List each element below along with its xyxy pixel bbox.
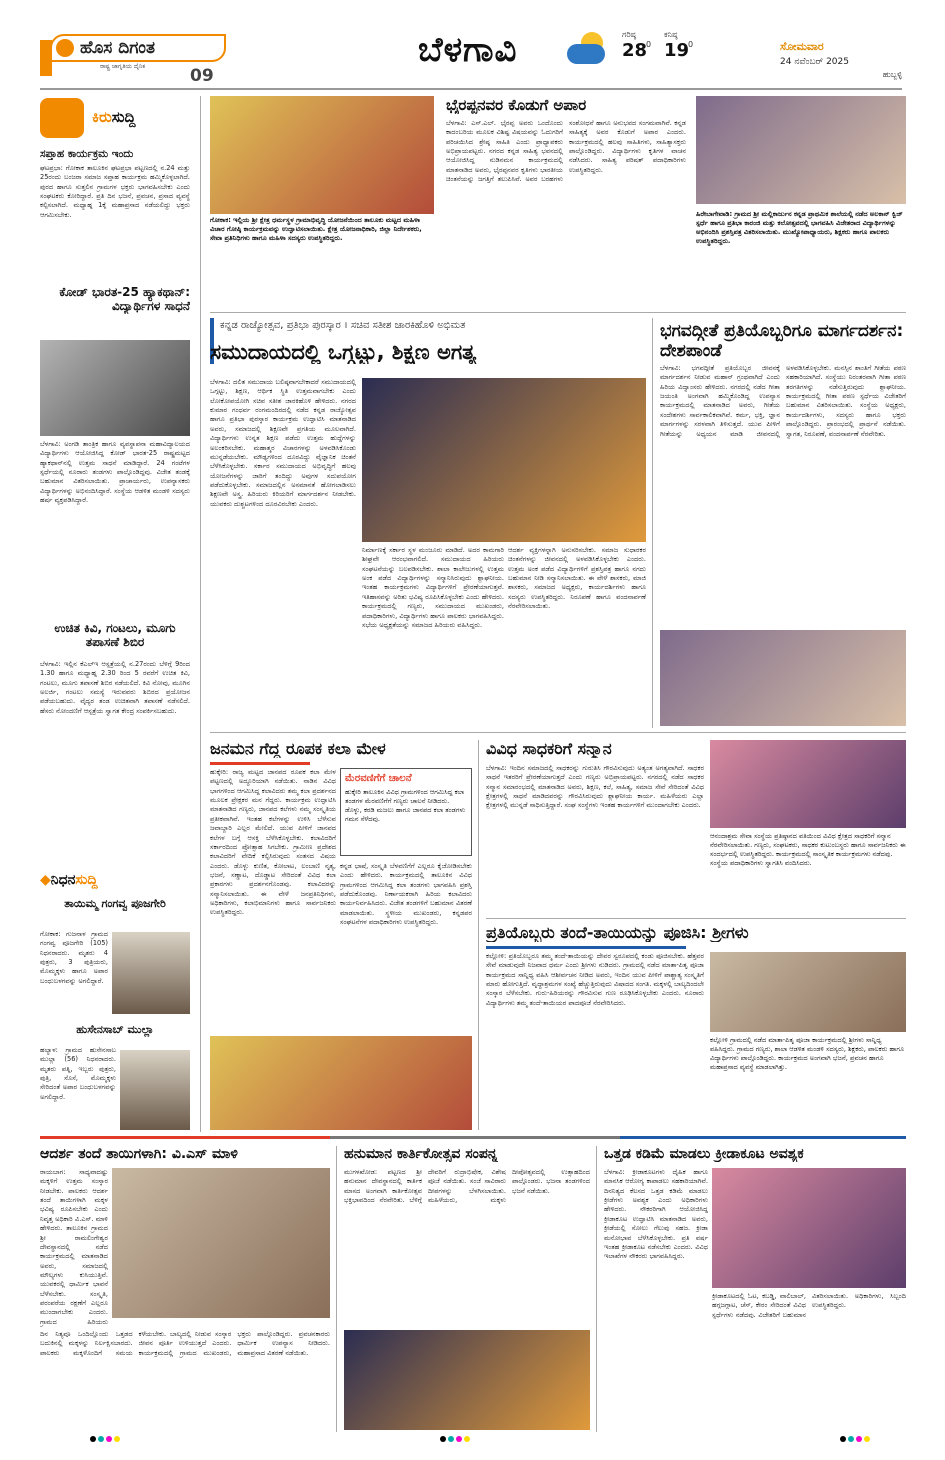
- folk-headline: ಜನಮನ ಗೆದ್ದ ರೂಪಕ ಕಲಾ ಮೇಳ: [210, 740, 386, 758]
- bottom-grey-bar: [330, 1136, 620, 1139]
- folk-body: ಹುಕ್ಕೇರಿ: ರಾಜ್ಯ ಮಟ್ಟದ ಜಾನಪದ ರೂಪಕ ಕಲಾ ಮೇಳ ಪಟ್ಟಣದಲ್ಲಿ ಅದ್ಧೂರಿಯಾಗಿ ನಡೆಯಿತು. ನಾಡಿನ ವಿವಿಧ ಭಾಗಗಳಿಂದ ಆಗಮಿಸಿದ್ದ ಕಲಾವಿದರು ತಮ್ಮ ಕಲಾ ಪ್ರದರ್ಶನದ ಮೂಲಕ ಪ್ರೇಕ್ಷಕರ ಮನ ಗೆದ್ದರು. ಕಾರ್ಯಕ್ರಮ ಉದ್ಘಾಟಿಸಿ ಮಾತನಾಡಿದ ಗಣ್ಯರು, ಜಾನಪದ ಕಲೆಗಳು ನಮ್ಮ ಸಂಸ್ಕೃತಿಯ ಪ್ರತೀಕವಾಗಿವೆ. ಇಂತಹ ಕಲೆಗಳನ್ನು ಉಳಿಸಿ ಬೆಳೆಸುವ ಜವಾಬ್ದಾರಿ ಎಲ್ಲರ ಮೇಲಿದೆ. ಯುವ ಪೀಳಿಗೆ ಜಾನಪದ ಕಲೆಗಳ ಬಗ್ಗೆ ಆಸಕ್ತಿ ಬೆಳೆಸಿಕೊಳ್ಳಬೇಕು. ಕಲಾವಿದರಿಗೆ ಸರ್ಕಾರದಿಂದ ಪ್ರೋತ್ಸಾಹ ಸಿಗಬೇಕು. ಗ್ರಾಮೀಣ ಪ್ರದೇಶದ ಕಲಾವಿದರಿಗೆ ವೇದಿಕೆ ಕಲ್ಪಿಸಿರುವುದು ಸಂತಸದ ವಿಷಯ ಎಂದರು. ಡೊಳ್ಳು ಕುಣಿತ, ಕೋಲಾಟ, ಲಂಬಾಣಿ ನೃತ್ಯ, ಭಜನೆ, ಸಣ್ಣಾಟ, ದೊಡ್ಡಾಟ ಸೇರಿದಂತೆ ವಿವಿಧ ಕಲಾ ಪ್ರಕಾರಗಳು ಪ್ರದರ್ಶನಗೊಂಡವು. ಕಲಾವಿದರನ್ನು ಸನ್ಮಾನಿಸಲಾಯಿತು. ಈ ವೇಳೆ ಜನಪ್ರತಿನಿಧಿಗಳು, ಅಧಿಕಾರಿಗಳು, ಕಲಾಭಿಮಾನಿಗಳು ಹಾಗೂ ಸಾರ್ವಜನಿಕರು ಉಪಸ್ಥಿತರಿದ್ದರು.: [210, 768, 336, 917]
- temple-event-photo: [112, 1168, 330, 1318]
- sports-body: ಬೆಳಗಾವಿ: ಕ್ರೀಡಾಕೂಟಗಳು ದೈಹಿಕ ಹಾಗೂ ಮಾನಸಿಕ ಆರೋಗ್ಯ ಕಾಪಾಡಲು ಸಹಕಾರಿಯಾಗಿವೆ. ದಿನನಿತ್ಯದ ಕೆಲಸದ ಒತ್ತಡ ಕಡಿಮೆ ಮಾಡಲು ಕ್ರೀಡೆಗಳು ಅವಶ್ಯಕ ಎಂದು ಅಧಿಕಾರಿಗಳು ಹೇಳಿದರು. ನೌಕರರಿಗಾಗಿ ಆಯೋಜಿಸಿದ್ದ ಕ್ರೀಡಾಕೂಟ ಉದ್ಘಾಟಿಸಿ ಮಾತನಾಡಿದ ಅವರು, ಕ್ರೀಡೆಯಲ್ಲಿ ಸೋಲು ಗೆಲುವು ಸಹಜ. ಕ್ರೀಡಾ ಮನೋಭಾವ ಬೆಳೆಸಿಕೊಳ್ಳಬೇಕು. ಪ್ರತಿ ವರ್ಷ ಇಂತಹ ಕ್ರೀಡಾಕೂಟ ನಡೆಸಬೇಕು ಎಂದರು. ವಿವಿಧ ಇಲಾಖೆಗಳ ನೌಕರರು ಭಾಗವಹಿಸಿದ್ದರು.: [604, 1168, 708, 1261]
- row-rule-3: [486, 918, 906, 919]
- obituary-1-body: ಗೋಕಾಕ: ಗುಜನಾಳ ಗ್ರಾಮದ ಗಂಗವ್ವ ಪೂಜಗೇರಿ (105) ನಿಧನರಾದರು. ಮೃತರು 4 ಪುತ್ರರು, 3 ಪುತ್ರಿಯರು, ಮೊಮ್ಮಕ್ಕಳು ಹಾಗೂ ಅಪಾರ ಬಂಧುಬಳಗವನ್ನು ಅಗಲಿದ್ದಾರೆ.: [40, 930, 108, 985]
- hanuman-body: ಮುಗಳಖೋಡ: ಪಟ್ಟಣದ ಶ್ರೀ ಹನುಮಾನ ದೇವಸ್ಥಾನದಲ್ಲಿ ಕಾರ್ತಿಕ ಮಾಸದ ಅಂಗವಾಗಿ ಕಾರ್ತಿಕೋತ್ಸವ ಭಕ್ತಿಭಾವದಿಂದ ನೆರವೇರಿತು. ಬೆಳಿಗ್ಗೆ ದೇವರಿಗೆ ರುದ್ರಾಭಿಷೇಕ, ವಿಶೇಷ ಪೂಜೆ ನಡೆಯಿತು. ಸಂಜೆ ಸಾವಿರಾರು ದೀಪಗಳನ್ನು ಬೆಳಗಿಸಲಾಯಿತು. ಮಹಿಳೆಯರು, ಮಕ್ಕಳು ದೀಪೋತ್ಸವದಲ್ಲಿ ಉತ್ಸಾಹದಿಂದ ಪಾಲ್ಗೊಂಡರು. ಭಜನಾ ತಂಡಗಳಿಂದ ಭಜನೆ ನಡೆಯಿತು.: [344, 1168, 590, 1205]
- issue-date: 24 ನವೆಂಬರ್ 2025: [780, 57, 849, 67]
- lead-photo: [362, 378, 646, 542]
- obituary-2-name: ಹುಸೇನಸಾಬ್ ಮುಲ್ಲಾ: [76, 1024, 154, 1036]
- honour-caption: ಆನಂದಾಶ್ರಮ ಸೇವಾ ಸಂಸ್ಥೆಯ ಪ್ರತಿಷ್ಠಾನದ ವತಿಯಿಂದ ವಿವಿಧ ಕ್ಷೇತ್ರದ ಸಾಧಕರಿಗೆ ಸನ್ಮಾನ ನೆರವೇರಿಸಲಾಯಿತು. ಗಣ್ಯರು, ಸಂಘಟಕರು, ಸಾಧಕರ ಕುಟುಂಬಸ್ಥರು ಹಾಗೂ ಸಾರ್ವಜನಿಕರು ಈ ಸಂದರ್ಭದಲ್ಲಿ ಉಪಸ್ಥಿತರಿದ್ದರು. ಕಾರ್ಯಕ್ರಮದಲ್ಲಿ ಸಾಂಸ್ಕೃತಿಕ ಕಾರ್ಯಕ್ರಮಗಳು ನಡೆದವು. ಸಂಸ್ಥೆಯ ಪದಾಧಿಕಾರಿಗಳು ಸ್ವಾಗತಿಸಿ ವಂದಿಸಿದರು.: [710, 832, 906, 868]
- column-rule-2: [652, 318, 653, 728]
- date-block: [780, 40, 902, 80]
- temp-max-deg: 0: [646, 40, 652, 49]
- obituary-1-name: ತಾಯಿಮ್ಮ ಗಂಗವ್ವ ಪೂಜಗೇರಿ: [64, 898, 166, 910]
- folk-sidebox: [340, 768, 472, 856]
- lead-kicker: ಕನ್ನಡ ರಾಜ್ಯೋತ್ಸವ, ಪ್ರತಿಭಾ ಪುರಸ್ಕಾರ । ಸಚಿವ ಸತೀಶ ಜಾರಕಿಹೊಳಿ ಅಭಿಮತ: [220, 320, 466, 331]
- megaphone-icon: [40, 98, 84, 138]
- sports-body-2: ಕ್ರೀಡಾಕೂಟದಲ್ಲಿ ಓಟ, ಕಬಡ್ಡಿ, ವಾಲಿಬಾಲ್, ಹಗ್ಗಜಗ್ಗಾಟ, ಚೆಸ್, ಕೇರಂ ಸೇರಿದಂತೆ ವಿವಿಧ ಸ್ಪರ್ಧೆಗಳು ನಡೆದವು. ವಿಜೇತರಿಗೆ ಬಹುಮಾನ ವಿತರಿಸಲಾಯಿತು. ಅಧಿಕಾರಿಗಳು, ಸಿಬ್ಬಂದಿ ಉಪಸ್ಥಿತರಿದ್ದರು.: [712, 1292, 906, 1319]
- page-number: 09: [190, 66, 214, 86]
- column-rule: [200, 96, 201, 1132]
- folk-body-2: ಕನ್ನಡ ಭಾಷೆ, ಸಂಸ್ಕೃತಿ ಬೆಳವಣಿಗೆಗೆ ಎಲ್ಲರೂ ಕೈಜೋಡಿಸಬೇಕು ಎಂದು ಹೇಳಿದರು. ಕಾರ್ಯಕ್ರಮದಲ್ಲಿ ತಾಲೂಕಿನ ವಿವಿಧ ಗ್ರಾಮಗಳಿಂದ ಆಗಮಿಸಿದ್ದ ಕಲಾ ತಂಡಗಳು ಭಾಗವಹಿಸಿ ಪ್ರಶಸ್ತಿ ಪಡೆದುಕೊಂಡವು. ನಿರ್ಣಾಯಕರಾಗಿ ಹಿರಿಯ ಕಲಾವಿದರು ಕಾರ್ಯನಿರ್ವಹಿಸಿದರು. ವಿಜೇತ ತಂಡಗಳಿಗೆ ಬಹುಮಾನ ವಿತರಣೆ ಮಾಡಲಾಯಿತು. ಸ್ಥಳೀಯ ಮುಖಂಡರು, ಕನ್ನಡಪರ ಸಂಘಟನೆಗಳ ಪದಾಧಿಕಾರಿಗಳು ಉಪಸ್ಥಿತರಿದ್ದರು.: [340, 862, 472, 927]
- seminar-caption: ಗೋಕಾಕ: ಇಲ್ಲಿಯ ಶ್ರೀ ಕ್ಷೇತ್ರ ಧರ್ಮಸ್ಥಳ ಗ್ರಾಮಾಭಿವೃದ್ಧಿ ಯೋಜನೆಯಿಂದ ತಾಲೂಕು ಮಟ್ಟದ ಮಹಿಳಾ ವಿಚಾರ ಗೋಷ್ಠಿ ಕಾರ್ಯಕ್ರಮವನ್ನು ಉದ್ಘಾಟಿಸಲಾಯಿತು. ಕ್ಷೇತ್ರ ಯೋಜನಾಧಿಕಾರಿ, ಜಿಲ್ಲಾ ನಿರ್ದೇಶಕರು, ಸೇವಾ ಪ್ರತಿನಿಧಿಗಳು ಹಾಗೂ ಮಹಿಳಾ ಸದಸ್ಯರು ಉಪಸ್ಥಿತರಿದ್ದರು.: [210, 216, 422, 243]
- lead-body-col3: ಆದರ್ಶ ವ್ಯಕ್ತಿಗಳನ್ನಾಗಿ ಅನುಸರಿಸಬೇಕು. ಸಮಾಜ ಸುಧಾರಕರ ಚಿಂತನೆಗಳನ್ನು ಜೀವನದಲ್ಲಿ ಅಳವಡಿಸಿಕೊಳ್ಳಬೇಕು ಎಂದರು. ಉತ್ತಮ ಅಂಕ ಪಡೆದ ವಿದ್ಯಾರ್ಥಿಗಳಿಗೆ ಪ್ರಶಸ್ತಿಪತ್ರ ಹಾಗೂ ನಗದು ಬಹುಮಾನ ನೀಡಿ ಸನ್ಮಾನಿಸಲಾಯಿತು. ಈ ವೇಳೆ ಶಾಸಕರು, ಮಾಜಿ ಶಾಸಕರು, ಸಮಾಜದ ಅಧ್ಯಕ್ಷರು, ಕಾರ್ಯದರ್ಶಿಗಳು ಹಾಗೂ ಸದಸ್ಯರು ಉಪಸ್ಥಿತರಿದ್ದರು. ನಿರೂಪಣೆ ಹಾಗೂ ವಂದನಾರ್ಪಣೆ ನೆರವೇರಿಸಲಾಯಿತು.: [508, 546, 646, 611]
- weekday: ಸೋಮವಾರ: [780, 40, 824, 53]
- temp-max-label: ಗರಿಷ್ಠ: [622, 30, 636, 39]
- students-caption: ಹಿರೇಬಾಗೇವಾಡಿ: ಗ್ರಾಮದ ಶ್ರೀ ಮಲ್ಲಿಕಾರ್ಜುನ ಕನ್ನಡ ಪ್ರಾಥಮಿಕ ಶಾಲೆಯಲ್ಲಿ ನಡೆದ ಅಲಕಾನ್ ಕ್ವಿಜ್ ಸ್ಪರ್ಧೆ ಹಾಗೂ ಪ್ರತಿಭಾ ಕಾರಂಜಿ ಮತ್ತು ಕಲೋತ್ಸವದಲ್ಲಿ ಭಾಗವಹಿಸಿ ವಿಜೇತರಾದ ವಿದ್ಯಾರ್ಥಿಗಳನ್ನು ಅಭಿನಂದಿಸಿ ಪ್ರಶಸ್ತಿಪತ್ರ ವಿತರಿಸಲಾಯಿತು. ಮುಖ್ಯೋಪಾಧ್ಯಾಯರು, ಶಿಕ್ಷಕರು ಹಾಗೂ ಪಾಲಕರು ಉಪಸ್ಥಿತರಿದ್ದರು.: [696, 210, 903, 246]
- obituary-2-body: ಹಲ್ಯಾಳ: ಗ್ರಾಮದ ಹುಸೇನಸಾಬ ಮುಲ್ಲಾ (56) ನಿಧನರಾದರು. ಮೃತರು ಪತ್ನಿ, ಇಬ್ಬರು ಪುತ್ರರು, ಪುತ್ರಿ, ಸೊಸೆ, ಮೊಮ್ಮಕ್ಕಳು ಸೇರಿದಂತೆ ಅಪಾರ ಬಂಧುಬಳಗವನ್ನು ಅಗಲಿದ್ದಾರೆ.: [40, 1046, 116, 1101]
- sports-headline: ಒತ್ತಡ ಕಡಿಮೆ ಮಾಡಲು ಕ್ರೀಡಾಕೂಟ ಅವಶ್ಯಕ: [604, 1146, 804, 1162]
- parents-ideal-headline: ಆದರ್ಶ ತಂದೆ ತಾಯಿಗಳಾಗಿ: ವಿ.ಎಸ್ ಮಾಳಿ: [40, 1146, 238, 1162]
- obituary-1-portrait: [112, 932, 190, 1014]
- brief-label-b: ಸುದ್ದಿ: [111, 108, 136, 126]
- parents-ideal-body: ರಾಯಬಾಗ: ಸಾಧ್ಯವಾದಷ್ಟು ಮಕ್ಕಳಿಗೆ ಉತ್ತಮ ಸಂಸ್ಕಾರ ನೀಡಬೇಕು. ಪಾಲಕರು ಆದರ್ಶ ತಂದೆ ತಾಯಿಗಳಾಗಿ ಮಕ್ಕಳ ಭವಿಷ್ಯ ರೂಪಿಸಬೇಕು ಎಂದು ನಿವೃತ್ತ ಅಧಿಕಾರಿ ವಿ.ಎಸ್. ಮಾಳಿ ಹೇಳಿದರು. ತಾಲೂಕಿನ ಗ್ರಾಮದ ಶ್ರೀ ರಾಮಲಿಂಗೇಶ್ವರ ದೇವಸ್ಥಾನದಲ್ಲಿ ನಡೆದ ಕಾರ್ಯಕ್ರಮದಲ್ಲಿ ಮಾತನಾಡಿದ ಅವರು, ಸಮಾಜದಲ್ಲಿ ಮೌಲ್ಯಗಳು ಕುಸಿಯುತ್ತಿವೆ. ಯುವಕರಲ್ಲಿ ಧಾರ್ಮಿಕ ಭಾವನೆ ಬೆಳೆಸಬೇಕು. ಸಂಸ್ಕೃತಿ, ಪರಂಪರೆಯ ರಕ್ಷಣೆಗೆ ಎಲ್ಲರೂ ಮುಂದಾಗಬೇಕು ಎಂದರು. ಗ್ರಾಮದ ಹಿರಿಯರು: [40, 1168, 108, 1326]
- brief-news-banner: [40, 98, 190, 144]
- obituary-2-portrait: [120, 1050, 190, 1130]
- masthead-rule: [40, 88, 902, 90]
- brand-name: ಹೊಸ ದಿಗಂತ: [80, 38, 155, 58]
- lead-headline: ಸಮುದಾಯದಲ್ಲಿ ಒಗ್ಗಟ್ಟು, ಶಿಕ್ಷಣ ಅಗತ್ಯ: [210, 340, 477, 364]
- bottom-blue-bar: [620, 1136, 906, 1139]
- temp-min-deg: 0: [688, 40, 694, 49]
- lead-body-col2: ನಿರ್ಮಾಣಕ್ಕೆ ಸರ್ಕಾರ ಸ್ಥಳ ಮಂಜೂರು ಮಾಡಿದೆ. ಅದರ ಕಾಮಗಾರಿ ಶೀಘ್ರವೇ ಆರಂಭವಾಗಲಿದೆ. ಸಮುದಾಯದ ಹಿರಿಯರು ಸಂಘಟನೆಯನ್ನು ಬಲಪಡಿಸಬೇಕು. ಶಾಲಾ ಕಾಲೇಜುಗಳಲ್ಲಿ ಉತ್ತಮ ಅಂಕ ಪಡೆದ ವಿದ್ಯಾರ್ಥಿಗಳನ್ನು ಸನ್ಮಾನಿಸಿರುವುದು ಶ್ಲಾಘನೀಯ. ಇಂತಹ ಕಾರ್ಯಕ್ರಮಗಳು ವಿದ್ಯಾರ್ಥಿಗಳಿಗೆ ಪ್ರೇರಣೆಯಾಗುತ್ತವೆ. ಇತಿಹಾಸವನ್ನು ಅರಿತು ಭವಿಷ್ಯ ರೂಪಿಸಿಕೊಳ್ಳಬೇಕು ಎಂದು ಹೇಳಿದರು. ಕಾರ್ಯಕ್ರಮದಲ್ಲಿ ಗಣ್ಯರು, ಸಮುದಾಯದ ಮುಖಂಡರು, ಪದಾಧಿಕಾರಿಗಳು, ವಿದ್ಯಾರ್ಥಿಗಳು ಹಾಗೂ ಪಾಲಕರು ಭಾಗವಹಿಸಿದ್ದರು. ಸಭೆಯ ಅಧ್ಯಕ್ಷತೆಯನ್ನು ಸಮಾಜದ ಹಿರಿಯರು ವಹಿಸಿದ್ದರು.: [362, 546, 504, 629]
- temp-min-label: ಕನಿಷ್ಠ: [664, 30, 678, 39]
- parents-headline: ಪ್ರತಿಯೊಬ್ಬರು ತಂದೆ-ತಾಯಿಯನ್ನು ಪೂಜಿಸಿ: ಶ್ರೀಗಳು: [486, 924, 749, 942]
- temp-min-value: 19: [664, 40, 690, 61]
- row-rule-2: [210, 732, 906, 733]
- parents-photo: [710, 952, 906, 1032]
- parents-caption: ಕಲ್ಲೋಳಿ ಗ್ರಾಮದಲ್ಲಿ ನಡೆದ ಮಾತಾ-ಪಿತೃ ಪೂಜಾ ಕಾರ್ಯಕ್ರಮದಲ್ಲಿ ಶ್ರೀಗಳು ಸಾನ್ನಿಧ್ಯ ವಹಿಸಿದ್ದರು. ಗ್ರಾಮದ ಗಣ್ಯರು, ಶಾಲಾ ಆಡಳಿತ ಮಂಡಳಿ ಸದಸ್ಯರು, ಶಿಕ್ಷಕರು, ಪಾಲಕರು ಹಾಗೂ ವಿದ್ಯಾರ್ಥಿಗಳು ಪಾಲ್ಗೊಂಡಿದ್ದರು. ಕಾರ್ಯಕ್ರಮದ ಅಂಗವಾಗಿ ಭಜನೆ, ಪ್ರವಚನ ಹಾಗೂ ಮಹಾಪ್ರಸಾದ ವ್ಯವಸ್ಥೆ ಮಾಡಲಾಗಿತ್ತು.: [710, 1036, 905, 1072]
- honour-headline: ವಿವಿಧ ಸಾಧಕರಿಗೆ ಸನ್ಮಾನ: [486, 740, 612, 758]
- edition: ಹುಬ್ಬಳ್ಳಿ: [882, 70, 902, 79]
- row-rule-1: [210, 312, 906, 313]
- brief-2-headline: ಕೋಡ್ ಭಾರತ-25 ಹ್ಯಾಕಥಾನ್: ವಿದ್ಯಾರ್ಥಿಗಳ ಸಾಧನೆ: [59, 286, 190, 313]
- gita-body: ಬೆಳಗಾವಿ: ಭಗವದ್ಗೀತೆ ಪ್ರತಿಯೊಬ್ಬರ ಜೀವನಕ್ಕೆ ಮಾರ್ಗದರ್ಶನ ನೀಡುವ ಮಹಾನ್ ಗ್ರಂಥವಾಗಿದೆ ಎಂದು ಹಿರಿಯ ವಿದ್ವಾಂಸರು ಹೇಳಿದರು. ನಗರದಲ್ಲಿ ನಡೆದ ಗೀತಾ ಜಯಂತಿ ಅಂಗವಾಗಿ ಹಮ್ಮಿಕೊಂಡಿದ್ದ ಉಪನ್ಯಾಸ ಕಾರ್ಯಕ್ರಮದಲ್ಲಿ ಮಾತನಾಡಿದ ಅವರು, ಗೀತೆಯ ಸಂದೇಶಗಳು ಸಾರ್ವಕಾಲಿಕವಾಗಿವೆ. ಕರ್ಮ, ಭಕ್ತಿ, ಜ್ಞಾನ ಮಾರ್ಗಗಳನ್ನು ಸರಳವಾಗಿ ತಿಳಿಸುತ್ತದೆ. ಯುವ ಪೀಳಿಗೆ ಗೀತೆಯನ್ನು ಅಧ್ಯಯನ ಮಾಡಿ ಜೀವನದಲ್ಲಿ ಅಳವಡಿಸಿಕೊಳ್ಳಬೇಕು. ಮನಸ್ಸಿನ ಶಾಂತಿಗೆ ಗೀತೆಯ ಪಠಣ ಸಹಕಾರಿಯಾಗಿದೆ. ಸಂಸ್ಥೆಯು ನಿರಂತರವಾಗಿ ಗೀತಾ ಪಠಣ ತರಗತಿಗಳನ್ನು ನಡೆಸುತ್ತಿರುವುದು ಶ್ಲಾಘನೀಯ. ಕಾರ್ಯಕ್ರಮದಲ್ಲಿ ಗೀತಾ ಪಠಣ ಸ್ಪರ್ಧೆಯ ವಿಜೇತರಿಗೆ ಬಹುಮಾನ ವಿತರಿಸಲಾಯಿತು. ಸಂಸ್ಥೆಯ ಅಧ್ಯಕ್ಷರು, ಕಾರ್ಯದರ್ಶಿಗಳು, ಸದಸ್ಯರು ಹಾಗೂ ಭಕ್ತರು ಪಾಲ್ಗೊಂಡಿದ್ದರು. ಪ್ರಾರಂಭದಲ್ಲಿ ಪ್ರಾರ್ಥನೆ ನಡೆಯಿತು. ಸ್ವಾಗತ, ನಿರೂಪಣೆ, ವಂದನಾರ್ಪಣೆ ನೆರವೇರಿತು.: [660, 364, 906, 438]
- folk-sidebox-head: ಮೆರವಣಿಗೆಗೆ ಚಾಲನೆ: [345, 773, 412, 784]
- parents-ideal-body-2: ದಿನ ನಿತ್ಯವೂ ಒಂದಿಲ್ಲೊಂದು ಒತ್ತಡದ ಬದುಕಿನಲ್ಲಿ ಮಕ್ಕಳನ್ನು ನಿರ್ಲಕ್ಷಿಸಬಾರದು. ಪಾಲಕರು ಮಕ್ಕಳೊಂದಿಗೆ ಸಮಯ ಕಳೆಯಬೇಕು. ಬಾಲ್ಯದಲ್ಲಿ ನೀಡುವ ಸಂಸ್ಕಾರ ಜೀವನ ಪೂರ್ತಿ ಉಳಿಯುತ್ತದೆ ಎಂದರು. ಕಾರ್ಯಕ್ರಮದಲ್ಲಿ ಗ್ರಾಮದ ಮುಖಂಡರು, ಭಕ್ತರು ಪಾಲ್ಗೊಂಡಿದ್ದರು. ಪ್ರವಚನಕಾರರು ಧಾರ್ಮಿಕ ಉಪನ್ಯಾಸ ನೀಡಿದರು. ಮಹಾಪ್ರಸಾದ ವಿತರಣೆ ನಡೆಯಿತು.: [40, 1330, 330, 1357]
- temp-min: [664, 30, 689, 61]
- parents-blue-bar: [486, 946, 686, 949]
- bhyrappa-body: ಬೆಳಗಾವಿ: ಎಸ್.ಎಲ್. ಭೈರಪ್ಪ ಅವರು ಒಂದೊಂದು ಕಾದಂಬರಿಯ ಮೂಲಕ ವಿಶಿಷ್ಟ ವಿಷಯವನ್ನು ಓದುಗರಿಗೆ ಪರಿಚಯಿಸಿದ ಶ್ರೇಷ್ಠ ಸಾಹಿತಿ ಎಂದು ಪ್ರಾಧ್ಯಾಪಕರು ಅಭಿಪ್ರಾಯಪಟ್ಟರು. ನಗರದ ಕನ್ನಡ ಸಾಹಿತ್ಯ ಭವನದಲ್ಲಿ ಆಯೋಜಿಸಿದ್ದ ನುಡಿನಮನ ಕಾರ್ಯಕ್ರಮದಲ್ಲಿ ಮಾತನಾಡಿದ ಅವರು, ಭೈರಪ್ಪನವರ ಕೃತಿಗಳು ಭಾರತೀಯ ಚಿಂತನೆಯನ್ನು ಜಗತ್ತಿಗೆ ತಲುಪಿಸಿವೆ. ಅವರ ಬರಹಗಳು ಸಂಶೋಧನೆ ಹಾಗೂ ಅನುಭವದ ಸಂಗಮವಾಗಿವೆ. ಕನ್ನಡ ಸಾಹಿತ್ಯಕ್ಕೆ ಅವರ ಕೊಡುಗೆ ಅಪಾರ ಎಂದರು. ಕಾರ್ಯಕ್ರಮದಲ್ಲಿ ಹಲವು ಸಾಹಿತಿಗಳು, ಸಾಹಿತ್ಯಾಸಕ್ತರು ಪಾಲ್ಗೊಂಡಿದ್ದರು. ವಿದ್ಯಾರ್ಥಿಗಳು ಕೃತಿಗಳ ವಾಚನ ನಡೆಸಿದರು. ಸಾಹಿತ್ಯ ಪರಿಷತ್ ಪದಾಧಿಕಾರಿಗಳು ಉಪಸ್ಥಿತರಿದ್ದರು.: [446, 119, 686, 184]
- hackathon-photo: [40, 340, 190, 436]
- lamp-icon: ◆: [40, 872, 51, 888]
- folk-red-bar: [210, 762, 310, 765]
- folk-sidebox-body: ಹುಕ್ಕೇರಿ ತಾಲೂಕಿನ ವಿವಿಧ ಗ್ರಾಮಗಳಿಂದ ಆಗಮಿಸಿದ್ದ ಕಲಾ ತಂಡಗಳ ಮೆರವಣಿಗೆಗೆ ಗಣ್ಯರು ಚಾಲನೆ ನೀಡಿದರು. ಡೊಳ್ಳು, ಕರಡಿ ಮಜಲು ಹಾಗೂ ಜಾನಪದ ಕಲಾ ತಂಡಗಳು ಗಮನ ಸೆಳೆದವು.: [345, 787, 466, 823]
- gita-headline: ಭಗವದ್ಗೀತೆ ಪ್ರತಿಯೊಬ್ಬರಿಗೂ ಮಾರ್ಗದರ್ಶನ: ದೇಶಪಾಂಡೆ: [660, 322, 904, 361]
- brief-1-body: ಘಟಪ್ರಭಾ: ಗೋಕಾಕ ತಾಲೂಕಿನ ಘಟಪ್ರಭಾ ಪಟ್ಟಣದಲ್ಲಿ ನ.24 ಮತ್ತು 25ರಂದು ಬಂಜರಾ ಸಮಾಜ ಸಪ್ತಾಹ ಕಾರ್ಯಕ್ರಮ ಹಮ್ಮಿಕೊಳ್ಳಲಾಗಿದೆ. ಪುರದ ಹಾಗೂ ಸುತ್ತಲಿನ ಗ್ರಾಮಗಳ ಭಕ್ತರು ಭಾಗವಹಿಸಬೇಕು ಎಂದು ಸಂಘಟಕರು ಕೋರಿದ್ದಾರೆ. ಪ್ರತಿ ದಿನ ಭಜನೆ, ಪ್ರವಚನ, ಪ್ರಸಾದ ವ್ಯವಸ್ಥೆ ಕಲ್ಪಿಸಲಾಗಿದೆ. ಮಧ್ಯಾಹ್ನ 1ಕ್ಕೆ ಮಹಾಪ್ರಸಾದ ನಡೆಯಲಿದ್ದು ಭಕ್ತರು ಆಗಮಿಸಬೇಕು.: [40, 164, 190, 219]
- newspaper-logo: [40, 30, 230, 86]
- deepotsava-photo: [344, 1330, 590, 1430]
- column-rule-3: [478, 740, 479, 1130]
- parents-body: ಕಲ್ಲೋಳಿ: ಪ್ರತಿಯೊಬ್ಬರೂ ತಮ್ಮ ತಂದೆ-ತಾಯಿಯನ್ನು ದೇವರ ಸ್ವರೂಪದಲ್ಲಿ ಕಂಡು ಪೂಜಿಸಬೇಕು. ಹೆತ್ತವರ ಸೇವೆ ಮಾಡುವುದೇ ನಿಜವಾದ ಧರ್ಮ ಎಂದು ಶ್ರೀಗಳು ನುಡಿದರು. ಗ್ರಾಮದಲ್ಲಿ ನಡೆದ ಮಾತಾ-ಪಿತೃ ಪೂಜಾ ಕಾರ್ಯಕ್ರಮದ ಸಾನ್ನಿಧ್ಯ ವಹಿಸಿ ಆಶೀರ್ವಚನ ನೀಡಿದ ಅವರು, ಇಂದಿನ ಯುವ ಪೀಳಿಗೆ ಪಾಶ್ಚಾತ್ಯ ಸಂಸ್ಕೃತಿಗೆ ಮಾರು ಹೋಗುತ್ತಿದೆ. ವೃದ್ಧಾಶ್ರಮಗಳ ಸಂಖ್ಯೆ ಹೆಚ್ಚುತ್ತಿರುವುದು ವಿಷಾದದ ಸಂಗತಿ. ಮಕ್ಕಳಲ್ಲಿ ಬಾಲ್ಯದಿಂದಲೇ ಸಂಸ್ಕಾರ ಬೆಳೆಸಬೇಕು. ಗುರು-ಹಿರಿಯರನ್ನು ಗೌರವಿಸುವ ಗುಣ ರೂಢಿಸಿಕೊಳ್ಳಬೇಕು ಎಂದರು. ನೂರಾರು ವಿದ್ಯಾರ್ಥಿಗಳು ತಮ್ಮ ತಂದೆ-ತಾಯಿಯರ ಪಾದಪೂಜೆ ನೆರವೇರಿಸಿದರು.: [486, 952, 704, 1007]
- hanuman-headline: ಹನುಮಾನ ಕಾರ್ತಿಕೋತ್ಸವ ಸಂಪನ್ನ: [344, 1146, 498, 1162]
- obit-label-a: ನಿಧನ: [50, 872, 76, 888]
- students-photo: [696, 96, 906, 204]
- brief-2-body: ಬೆಳಗಾವಿ: ಅಂಗಡಿ ತಾಂತ್ರಿಕ ಹಾಗೂ ವ್ಯವಸ್ಥಾಪನಾ ಮಹಾವಿದ್ಯಾಲಯದ ವಿದ್ಯಾರ್ಥಿಗಳು ಆಯೋಜಿಸಿದ್ದ ಕೋಡ್ ಭಾರತ-25 ರಾಷ್ಟ್ರಮಟ್ಟದ ಹ್ಯಾಕಥಾನ್‌ನಲ್ಲಿ ಉತ್ತಮ ಸಾಧನೆ ಮಾಡಿದ್ದಾರೆ. 24 ಗಂಟೆಗಳ ಸ್ಪರ್ಧೆಯಲ್ಲಿ ನೂರಾರು ತಂಡಗಳು ಪಾಲ್ಗೊಂಡಿದ್ದವು. ವಿಜೇತ ತಂಡಕ್ಕೆ ಬಹುಮಾನ ವಿತರಿಸಲಾಯಿತು. ಪ್ರಾಚಾರ್ಯರು, ಉಪನ್ಯಾಸಕರು ವಿದ್ಯಾರ್ಥಿಗಳನ್ನು ಅಭಿನಂದಿಸಿದ್ದಾರೆ. ಸಂಸ್ಥೆಯ ಆಡಳಿತ ಮಂಡಳಿ ಸದಸ್ಯರು ಹರ್ಷ ವ್ಯಕ್ತಪಡಿಸಿದ್ದಾರೆ.: [40, 440, 190, 505]
- bhyrappa-headline: ಭೈರಪ್ಪನವರ ಕೊಡುಗೆ ಅಪಾರ: [446, 97, 587, 114]
- column-rule-5: [596, 1146, 597, 1432]
- registration-marks: [90, 1436, 122, 1442]
- obituary-banner: [40, 872, 190, 894]
- obit-label-b: ಸುದ್ದಿ: [75, 872, 98, 888]
- column-rule-4: [336, 1146, 337, 1432]
- folk-photo: [210, 1036, 472, 1130]
- brand-tagline: ರಾಷ್ಟ್ರ ಜಾಗೃತಿಯ ದೈನಿಕ: [100, 63, 146, 70]
- bottom-red-bar: [40, 1136, 330, 1139]
- honour-body: ಬೆಳಗಾವಿ: ಇಂದಿನ ಸಮಾಜದಲ್ಲಿ ಸಾಧಕರನ್ನು ಗುರುತಿಸಿ ಗೌರವಿಸುವುದು ಅತ್ಯಂತ ಅಗತ್ಯವಾಗಿದೆ. ಸಾಧಕರ ಸಾಧನೆ ಇತರರಿಗೆ ಪ್ರೇರಣೆಯಾಗುತ್ತದೆ ಎಂದು ಗಣ್ಯರು ಅಭಿಪ್ರಾಯಪಟ್ಟರು. ನಗರದಲ್ಲಿ ನಡೆದ ಸಾಧಕರ ಸನ್ಮಾನ ಸಮಾರಂಭದಲ್ಲಿ ಮಾತನಾಡಿದ ಅವರು, ಶಿಕ್ಷಣ, ಕಲೆ, ಸಾಹಿತ್ಯ, ಸಮಾಜ ಸೇವೆ ಸೇರಿದಂತೆ ವಿವಿಧ ಕ್ಷೇತ್ರಗಳಲ್ಲಿ ಸಾಧನೆ ಮಾಡಿದವರನ್ನು ಗೌರವಿಸಿರುವುದು ಶ್ಲಾಘನೀಯ ಕಾರ್ಯ. ಮಹಿಳೆಯರು ಎಲ್ಲಾ ಕ್ಷೇತ್ರಗಳಲ್ಲಿ ಮುನ್ನಡೆ ಸಾಧಿಸುತ್ತಿದ್ದಾರೆ. ಸಂಘ ಸಂಸ್ಥೆಗಳು ಇಂತಹ ಕಾರ್ಯಗಳಿಗೆ ಮುಂದಾಗಬೇಕು ಎಂದರು.: [486, 764, 704, 810]
- city-title: ಬೆಳಗಾವಿ: [418, 30, 518, 70]
- brief-3-headline: ಉಚಿತ ಕಿವಿ, ಗಂಟಲು, ಮೂಗು ತಪಾಸಣೆ ಶಿಬಿರ: [54, 622, 176, 649]
- brief-3-body: ಬೆಳಗಾವಿ: ಇಲ್ಲಿನ ಕೆಎಲ್‌ಇ ಆಸ್ಪತ್ರೆಯಲ್ಲಿ ನ.27ರಂದು ಬೆಳಿಗ್ಗೆ 9ರಿಂದ 1.30 ಹಾಗೂ ಮಧ್ಯಾಹ್ನ 2.30 ರಿಂದ 5 ರವರೆಗೆ ಉಚಿತ ಕಿವಿ, ಗಂಟಲು, ಮೂಗು ತಪಾಸಣೆ ಶಿಬಿರ ನಡೆಯಲಿದೆ. ಕಿವಿ ನೋವು, ಮೂಗಿನ ಅಲರ್ಜಿ, ಗಂಟಲು ಸಮಸ್ಯೆ ಇರುವವರು ಶಿಬಿರದ ಪ್ರಯೋಜನ ಪಡೆಯಬಹುದು. ವೈದ್ಯರ ತಂಡ ಉಚಿತವಾಗಿ ತಪಾಸಣೆ ನಡೆಸಲಿದೆ. ಹೆಸರು ನೋಂದಣಿಗೆ ಆಸ್ಪತ್ರೆಯ ಸ್ವಾಗತ ಕೇಂದ್ರ ಸಂಪರ್ಕಿಸಬಹುದು.: [40, 660, 190, 715]
- brief-label-a: ಕಿರು: [92, 108, 112, 126]
- registration-marks-3: [840, 1436, 872, 1442]
- honour-photo: [710, 740, 906, 828]
- logo-emblem-icon: [56, 39, 74, 57]
- lead-body-col1: ಬೆಳಗಾವಿ: ದಲಿತ ಸಮುದಾಯ ಬಲಿಷ್ಠವಾಗಬೇಕಾದರೆ ಸಮುದಾಯದಲ್ಲಿ ಒಗ್ಗಟ್ಟು, ಶಿಕ್ಷಣ, ಆರ್ಥಿಕ ಸ್ಥಿತಿ ಉತ್ತಮವಾಗಬೇಕು ಎಂದು ಲೋಕೋಪಯೋಗಿ ಸಚಿವ ಸತೀಶ ಜಾರಕಿಹೊಳಿ ಹೇಳಿದರು. ನಗರದ ಕುಮಾರ ಗಂಧರ್ವ ರಂಗಮಂದಿರದಲ್ಲಿ ನಡೆದ ಕನ್ನಡ ರಾಜ್ಯೋತ್ಸವ ಹಾಗೂ ಪ್ರತಿಭಾ ಪುರಸ್ಕಾರ ಕಾರ್ಯಕ್ರಮ ಉದ್ಘಾಟಿಸಿ ಮಾತನಾಡಿದ ಅವರು, ಸಮಾಜದಲ್ಲಿ ಶಿಕ್ಷಣವೇ ಪ್ರಗತಿಯ ಮೂಲವಾಗಿದೆ. ವಿದ್ಯಾರ್ಥಿಗಳು ಉನ್ನತ ಶಿಕ್ಷಣ ಪಡೆದು ಉತ್ತಮ ಹುದ್ದೆಗಳನ್ನು ಅಲಂಕರಿಸಬೇಕು. ಮಹಾತ್ಮರ ವಿಚಾರಗಳನ್ನು ಅಳವಡಿಸಿಕೊಂಡು ಮುನ್ನಡೆಯಬೇಕು. ಮೌಢ್ಯಗಳಿಂದ ದೂರವಿದ್ದು ವೈಜ್ಞಾನಿಕ ಚಿಂತನೆ ಬೆಳೆಸಿಕೊಳ್ಳಬೇಕು. ಸರ್ಕಾರ ಸಮುದಾಯದ ಅಭಿವೃದ್ಧಿಗೆ ಹಲವು ಯೋಜನೆಗಳನ್ನು ಜಾರಿಗೆ ತಂದಿದ್ದು ಅವುಗಳ ಸದುಪಯೋಗ ಪಡೆದುಕೊಳ್ಳಬೇಕು. ಸಮಾಜದಲ್ಲಿನ ಅಸಮಾನತೆ ಹೋಗಲಾಡಿಸಲು ಶಿಕ್ಷಣವೇ ಅಸ್ತ್ರ. ಹಿರಿಯರು ಕಿರಿಯರಿಗೆ ಮಾರ್ಗದರ್ಶನ ನೀಡಬೇಕು. ಯುವಕರು ದುಶ್ಚಟಗಳಿಂದ ದೂರವಿರಬೇಕು ಎಂದರು.: [210, 378, 356, 508]
- brand-mark: [50, 34, 226, 62]
- sports-photo: [712, 1168, 906, 1288]
- temp-max-value: 28: [622, 40, 648, 61]
- temp-max: [622, 30, 647, 61]
- registration-marks-2: [440, 1436, 472, 1442]
- brief-1-headline: ಸಪ್ತಾಹ ಕಾರ್ಯಕ್ರಮ ಇಂದು: [40, 148, 134, 160]
- gita-photo: [660, 630, 906, 726]
- weather-icon: [565, 30, 613, 70]
- seminar-photo: [210, 96, 434, 214]
